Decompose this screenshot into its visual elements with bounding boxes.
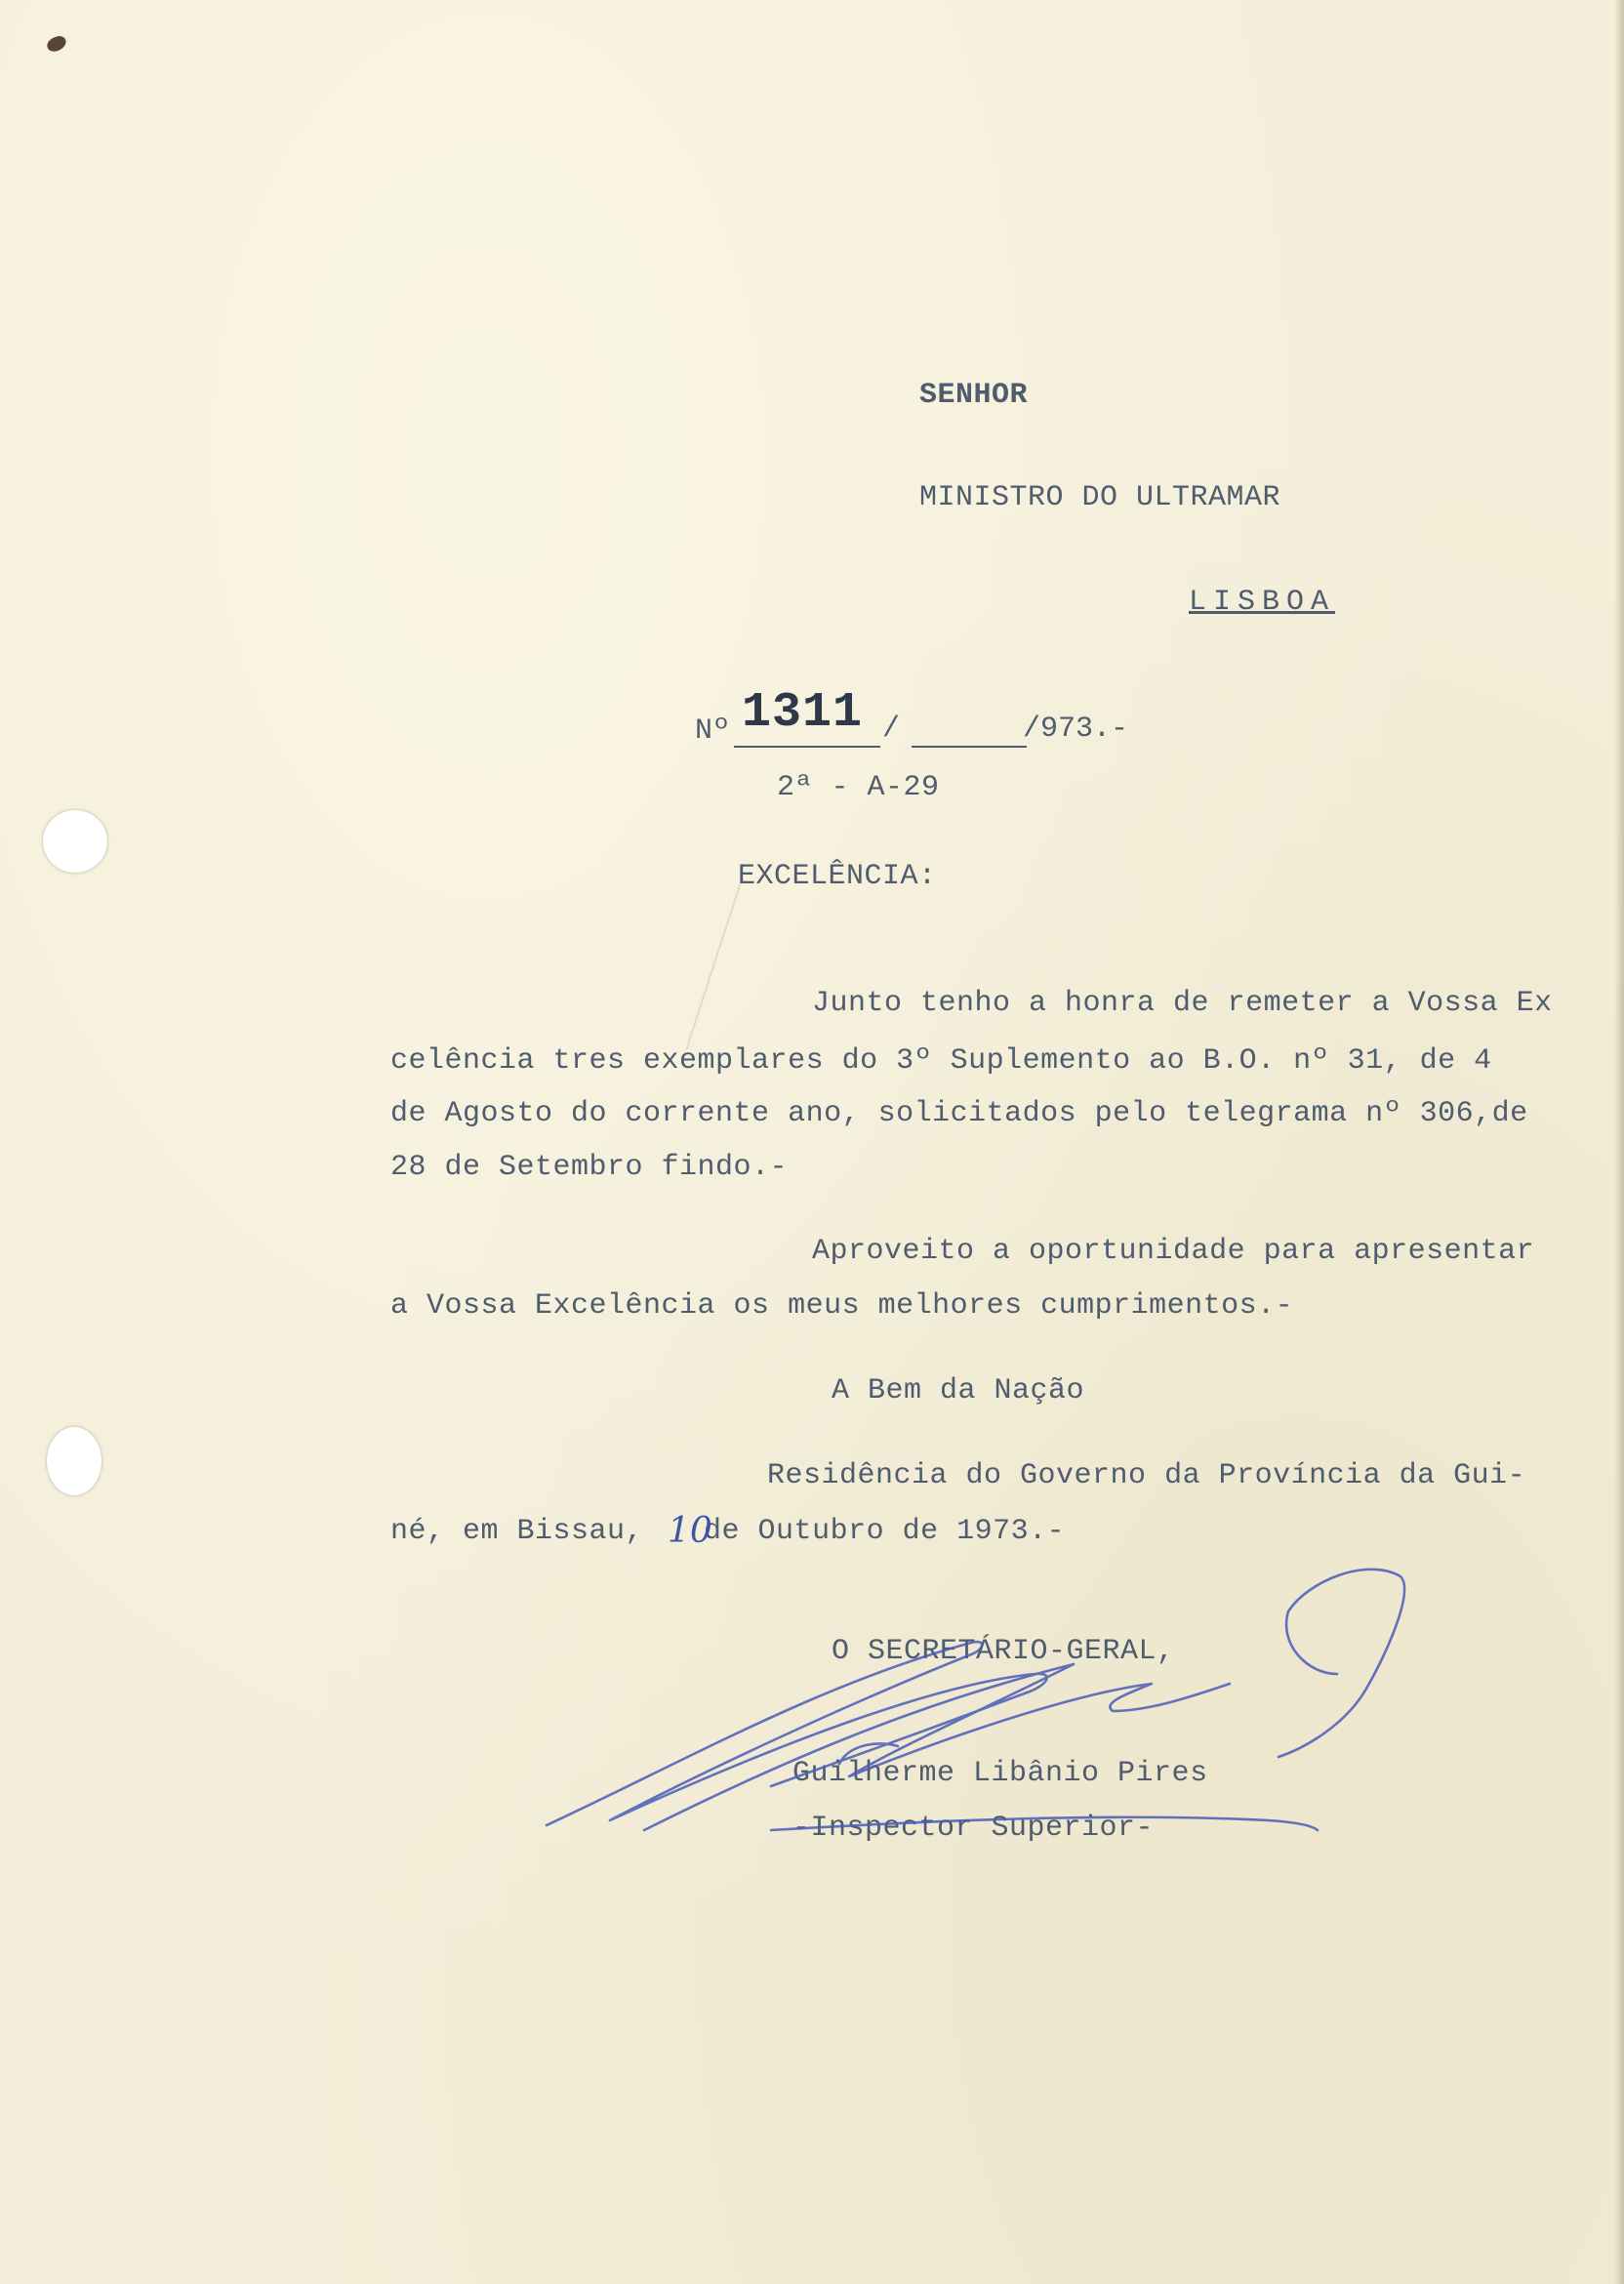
paragraph-2-line-2: a Vossa Excelência os meus melhores cumprimentos.- <box>390 1289 1294 1323</box>
paragraph-1-line-3: de Agosto do corrente ano, solicitados pelo telegrama nº 306,de <box>390 1097 1528 1130</box>
paragraph-1-line-2: celência tres exemplares do 3º Suplemento ao B.O. nº 31, de 4 <box>390 1044 1492 1078</box>
signature-stroke <box>771 1817 1318 1830</box>
address-ministry: MINISTRO DO ULTRAMAR <box>919 481 1281 514</box>
signatory-title: O SECRETÁRIO-GERAL, <box>832 1635 1175 1668</box>
signature-stroke <box>644 1664 1230 1830</box>
place-date-line-1: Residência do Governo da Província da Gui- <box>767 1459 1526 1492</box>
handwritten-signature <box>527 1537 1425 1869</box>
closing-formula: A Bem da Nação <box>832 1374 1085 1407</box>
signature-stroke <box>1279 1570 1404 1757</box>
signatory-name: Guilherme Libânio Pires <box>792 1757 1208 1790</box>
handwritten-day: 10 <box>668 1511 712 1551</box>
reference-underline <box>734 746 880 748</box>
reference-prefix: Nº <box>695 714 731 748</box>
punch-hole-bottom <box>47 1427 102 1495</box>
reference-number: 1311 <box>742 685 864 741</box>
reference-blank-field <box>912 746 1027 748</box>
reference-code: 2ª - A-29 <box>777 771 940 804</box>
paragraph-1-line-4: 28 de Setembro findo.- <box>390 1151 789 1184</box>
paper-crease <box>685 882 742 1050</box>
ink-spot <box>45 34 68 54</box>
reference-separator: / <box>882 713 901 746</box>
reference-separator: / <box>1023 713 1041 746</box>
punch-hole-top <box>43 810 107 873</box>
signature-stroke <box>547 1642 1047 1825</box>
date-text: de Outubro de 1973.- <box>704 1515 1066 1548</box>
signature-stroke <box>1286 1611 1337 1674</box>
address-salutation: SENHOR <box>919 379 1029 412</box>
letter-salutation: EXCELÊNCIA: <box>738 860 937 893</box>
paragraph-1-line-1: Junto tenho a honra de remeter a Vossa Ex <box>812 987 1553 1020</box>
place-text: né, em Bissau, <box>390 1515 644 1548</box>
address-city: LISBOA <box>1189 586 1336 619</box>
paper-edge-shadow <box>1614 0 1624 2284</box>
reference-year: 973.- <box>1040 713 1129 746</box>
paragraph-2-line-1: Aproveito a oportunidade para apresentar <box>812 1235 1535 1268</box>
signatory-role: -Inspector Superior- <box>792 1812 1155 1845</box>
